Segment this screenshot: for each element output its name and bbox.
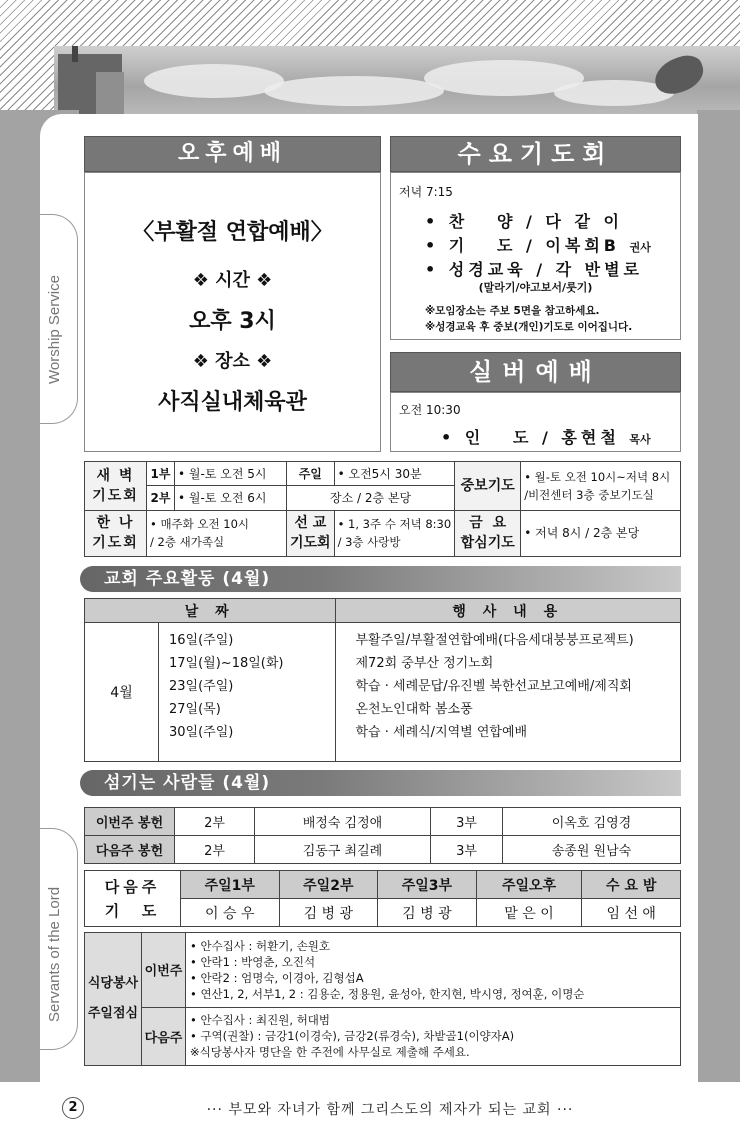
activity-date: 27일(목) [169, 702, 221, 717]
afternoon-time: 오후 3시 [189, 309, 276, 334]
mission-prayer-detail: • 1, 3주 수 저녁 8:30 / 3층 사랑방 [334, 510, 455, 557]
page-number: 2 [62, 1097, 84, 1119]
activity-event: 부활주일/부활절연합예배(다음세대붕붕프로젝트) [355, 633, 634, 648]
afternoon-event: 〈부활절 연합예배〉 [132, 220, 333, 245]
offering-label: 이번주 봉헌 [85, 808, 175, 836]
activity-event: 학습 · 세례식/지역별 연합예배 [355, 725, 528, 740]
sunday-dawn-label: 주일 [287, 462, 335, 486]
meal-next-week [186, 1007, 681, 1065]
activity-date: 16일(주일) [169, 633, 234, 648]
wednesday-item: • 찬 양 / 다 같 이 [425, 212, 623, 231]
footer-motto: ··· 부모와 자녀가 함께 그리스도의 제자가 되는 교회 ··· [206, 1102, 574, 1118]
friday-prayer-label: 금 요 합심기도 [455, 510, 521, 557]
next-prayer-name: 김 병 광 [378, 899, 477, 927]
next-prayer-header: 주일오후 [476, 871, 582, 899]
activity-event: 온천노인대학 봄소풍 [355, 702, 473, 717]
hana-prayer-detail: • 매주화 오전 10시 / 2층 새가족실 [147, 510, 287, 557]
wednesday-prayer-box [390, 172, 681, 340]
list-item: • 안락2 : 엄명숙, 이경아, 김형섭A [190, 970, 364, 985]
meal-service-table [84, 932, 681, 1066]
side-label-worship: Worship Service [46, 275, 63, 384]
next-prayer-header: 주일1부 [181, 871, 280, 899]
intercession-detail: • 월-토 오전 10시~저녁 8시 /비전센터 3층 중보기도실 [521, 462, 681, 511]
activity-event: 제72회 중부산 정기노회 [355, 656, 494, 671]
wednesday-item: • 기 도 / 이복희B 권사 [425, 236, 651, 255]
meal-service-label: 식당봉사 주일점심 [85, 933, 142, 1066]
prayer-meetings-table [84, 461, 681, 557]
list-item: • 안락1 : 박영춘, 오진석 [190, 954, 316, 969]
next-prayer-header: 주일2부 [279, 871, 378, 899]
offering-part: 3부 [431, 808, 503, 836]
wednesday-note: ※모임장소는 주보 5면을 참고하세요. [425, 305, 600, 317]
list-item: • 연산1, 2, 서부1, 2 : 김용순, 정용원, 윤성아, 한지현, 박시영, 정여훈, 이명순 [190, 986, 585, 1001]
wednesday-prayer-title: 수요기도회 [390, 136, 681, 172]
dawn-prayer-label: 새 벽 기도회 [85, 462, 147, 511]
table-row [85, 836, 681, 864]
friday-prayer-detail: • 저녁 8시 / 2층 본당 [521, 510, 681, 557]
afternoon-place: 사직실내체육관 [158, 390, 307, 415]
dawn-time: • 월-토 오전 6시 [175, 486, 287, 510]
church-tower-image [58, 54, 122, 114]
offering-names: 배정숙 김정애 [255, 808, 431, 836]
activity-event: 학습 · 세례문답/유진벨 북한선교보고예배/제직회 [355, 679, 632, 694]
activity-date: 23일(주일) [169, 679, 234, 694]
activity-date: 17일(월)~18일(화) [169, 656, 284, 671]
dawn-part: 2부 [147, 486, 175, 510]
offering-part: 2부 [175, 836, 255, 864]
mission-prayer-label: 선 교 기도회 [287, 510, 335, 557]
silver-service-box [390, 392, 681, 452]
side-label-servants: Servants of the Lord [46, 886, 63, 1022]
wednesday-item: • 성경교육 / 각 반별로 [425, 260, 644, 279]
wednesday-books: (말라기/야고보서/룻기) [478, 281, 593, 294]
next-prayer-header: 주일3부 [378, 871, 477, 899]
offering-names: 김동구 최길례 [255, 836, 431, 864]
activities-month: 4월 [85, 623, 159, 762]
next-prayer-name: 이 승 우 [181, 899, 280, 927]
afternoon-service-box [84, 172, 381, 452]
offering-table [84, 807, 681, 864]
list-item: • 안수집사 : 최진원, 허대범 [190, 1013, 331, 1028]
dawn-time: • 월-토 오전 5시 [175, 462, 287, 486]
sunday-dawn-place: 장소 / 2층 본당 [287, 486, 455, 510]
silver-leader: • 인 도 / 홍현철 목사 [441, 428, 651, 447]
activities-date-header: 날 짜 [85, 599, 336, 623]
next-prayer-name: 임 선 애 [582, 899, 681, 927]
activities-event-header: 행 사 내 용 [335, 599, 681, 623]
list-item: • 구역(권찰) : 금강1(이경숙), 금강2(류경숙), 차밭골1(이양자A) [190, 1029, 515, 1044]
hana-prayer-label: 한 나 기도회 [85, 510, 147, 557]
right-gray-band [697, 110, 740, 1142]
offering-label: 다음주 봉헌 [85, 836, 175, 864]
intercession-label: 중보기도 [455, 462, 521, 511]
afternoon-place-label: ❖ 장소 ❖ [192, 351, 273, 372]
header-sky-banner [54, 46, 740, 114]
activities-events [335, 623, 681, 762]
next-prayer-name: 맡 은 이 [476, 899, 582, 927]
meal-this-week [186, 933, 681, 1008]
next-prayer-name: 김 병 광 [279, 899, 378, 927]
offering-part: 3부 [431, 836, 503, 864]
wednesday-note: ※성경교육 후 중보(개인)기도로 이어집니다. [425, 321, 633, 333]
sunday-dawn-time: • 오전5시 30분 [334, 462, 455, 486]
next-prayer-label: 다음주 기 도 [85, 871, 181, 927]
afternoon-service-title: 오후예배 [84, 136, 381, 172]
next-prayer-header: 수 요 밤 [582, 871, 681, 899]
offering-names: 송종원 원남숙 [503, 836, 681, 864]
offering-names: 이옥호 김영경 [503, 808, 681, 836]
table-row [85, 808, 681, 836]
next-week-prayer-table [84, 870, 681, 927]
dawn-part: 1부 [147, 462, 175, 486]
activities-dates [159, 623, 336, 762]
afternoon-time-label: ❖ 시간 ❖ [192, 270, 273, 291]
servants-section-header: 섬기는 사람들 (4월) [80, 770, 681, 796]
activities-table [84, 598, 681, 762]
meal-next-week-label: 다음주 [142, 1007, 186, 1065]
silver-service-title: 실버예배 [390, 352, 681, 392]
activity-date: 30일(주일) [169, 725, 234, 740]
silver-time: 오전 10:30 [399, 403, 461, 417]
meal-this-week-label: 이번주 [142, 933, 186, 1008]
offering-part: 2부 [175, 808, 255, 836]
list-item: • 안수집사 : 허환기, 손원호 [190, 938, 331, 953]
activities-section-header: 교회 주요활동 (4월) [80, 566, 681, 592]
list-item: ※식당봉사자 명단을 한 주전에 사무실로 제출해 주세요. [190, 1045, 470, 1060]
wednesday-time: 저녁 7:15 [399, 185, 453, 199]
